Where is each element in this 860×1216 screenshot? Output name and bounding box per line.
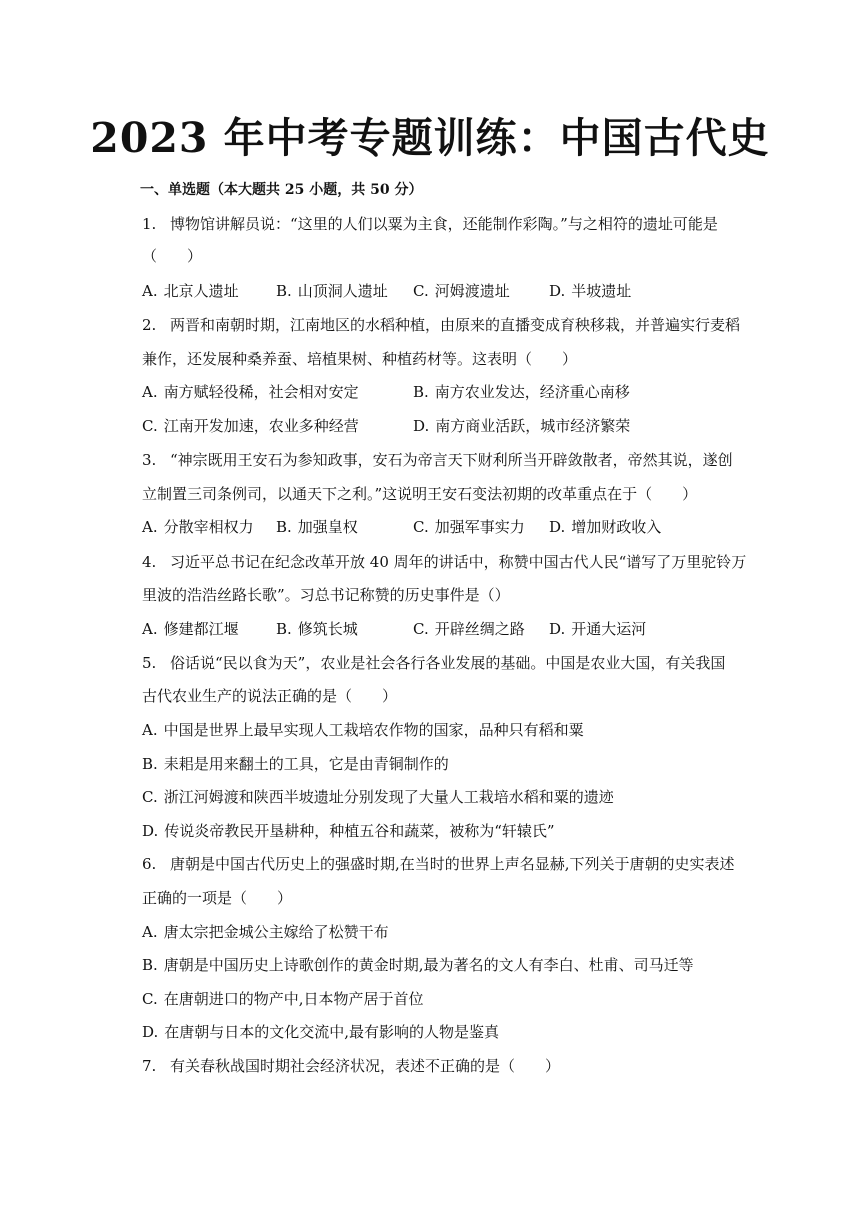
question-5-line-2: 古代农业生产的说法正确的是（ ）: [142, 687, 398, 705]
q6-option-c[interactable]: C. 在唐朝进口的物产中,日本物产居于首位: [142, 990, 424, 1008]
question-7-line-1: 7. 有关春秋战国时期社会经济状况，表述不正确的是（ ）: [142, 1057, 561, 1075]
q5-option-d[interactable]: D. 传说炎帝教民开垦耕种，种植五谷和蔬菜，被称为“轩辕氏”: [142, 822, 555, 840]
q4-option-a[interactable]: A. 修建都江堰: [142, 620, 239, 638]
q3-option-c[interactable]: C. 加强军事实力: [413, 518, 525, 536]
q1-option-d[interactable]: D. 半坡遗址: [549, 282, 632, 300]
question-1-line-1: 1. 博物馆讲解员说：“这里的人们以粟为主食，还能制作彩陶。”与之相符的遗址可能是: [142, 215, 718, 233]
q6-option-d[interactable]: D. 在唐朝与日本的文化交流中,最有影响的人物是鉴真: [142, 1023, 500, 1041]
q6-option-a[interactable]: A. 唐太宗把金城公主嫁给了松赞干布: [142, 923, 389, 941]
question-2-line-2: 兼作，还发展种桑养蚕、培植果树、种植药材等。这表明（ ）: [142, 350, 578, 368]
question-6-line-2: 正确的一项是（ ）: [142, 889, 293, 907]
q4-option-c[interactable]: C. 开辟丝绸之路: [413, 620, 525, 638]
q4-option-b[interactable]: B. 修筑长城: [276, 620, 358, 638]
question-3-line-2: 立制置三司条例司，以通天下之利。”这说明王安石变法初期的改革重点在于（ ）: [142, 485, 698, 503]
q5-option-b[interactable]: B. 耒耜是用来翻土的工具，它是由青铜制作的: [142, 755, 449, 773]
q1-option-a[interactable]: A. 北京人遗址: [142, 282, 239, 300]
q3-option-b[interactable]: B. 加强皇权: [276, 518, 358, 536]
q2-option-b[interactable]: B. 南方农业发达，经济重心南移: [413, 383, 630, 401]
question-6-line-1: 6. 唐朝是中国古代历史上的强盛时期,在当时的世界上声名显赫,下列关于唐朝的史实表述: [142, 855, 735, 873]
q1-option-b[interactable]: B. 山顶洞人遗址: [276, 282, 388, 300]
q1-option-c[interactable]: C. 河姆渡遗址: [413, 282, 510, 300]
q6-option-b[interactable]: B. 唐朝是中国历史上诗歌创作的黄金时期,最为著名的文人有李白、杜甫、司马迁等: [142, 956, 694, 974]
question-1-line-2: （ ）: [142, 247, 203, 265]
section-heading: 一、单选题（本大题共 25 小题，共 50 分）: [140, 182, 423, 198]
q5-option-a[interactable]: A. 中国是世界上最早实现人工栽培农作物的国家，品种只有稻和粟: [142, 721, 584, 739]
question-3-line-1: 3. “神宗既用王安石为参知政事，安石为帝言天下财利所当开辟敛散者，帝然其说，遂创: [142, 451, 733, 469]
question-4-line-2: 里波的浩浩丝路长歌”。习总书记称赞的历史事件是（）: [142, 586, 510, 604]
question-4-line-1: 4. 习近平总书记在纪念改革开放 40 周年的讲话中，称赞中国古代人民“谱写了万里驼铃万: [142, 553, 747, 571]
question-2-line-1: 2. 两晋和南朝时期，江南地区的水稻种植，由原来的直播变成育秧移栽，并普遍实行麦稻: [142, 316, 741, 334]
page-title: 2023 年中考专题训练：中国古代史: [90, 114, 770, 162]
q2-option-d[interactable]: D. 南方商业活跃，城市经济繁荣: [413, 417, 631, 435]
q5-option-c[interactable]: C. 浙江河姆渡和陕西半坡遗址分别发现了大量人工栽培水稻和粟的遗迹: [142, 788, 614, 806]
question-5-line-1: 5. 俗话说“民以食为天”，农业是社会各行各业发展的基础。中国是农业大国，有关我国: [142, 654, 726, 672]
q2-option-c[interactable]: C. 江南开发加速，农业多种经营: [142, 417, 359, 435]
q3-option-a[interactable]: A. 分散宰相权力: [142, 518, 254, 536]
q4-option-d[interactable]: D. 开通大运河: [549, 620, 647, 638]
q2-option-a[interactable]: A. 南方赋轻役稀，社会相对安定: [142, 383, 359, 401]
q3-option-d[interactable]: D. 增加财政收入: [549, 518, 662, 536]
